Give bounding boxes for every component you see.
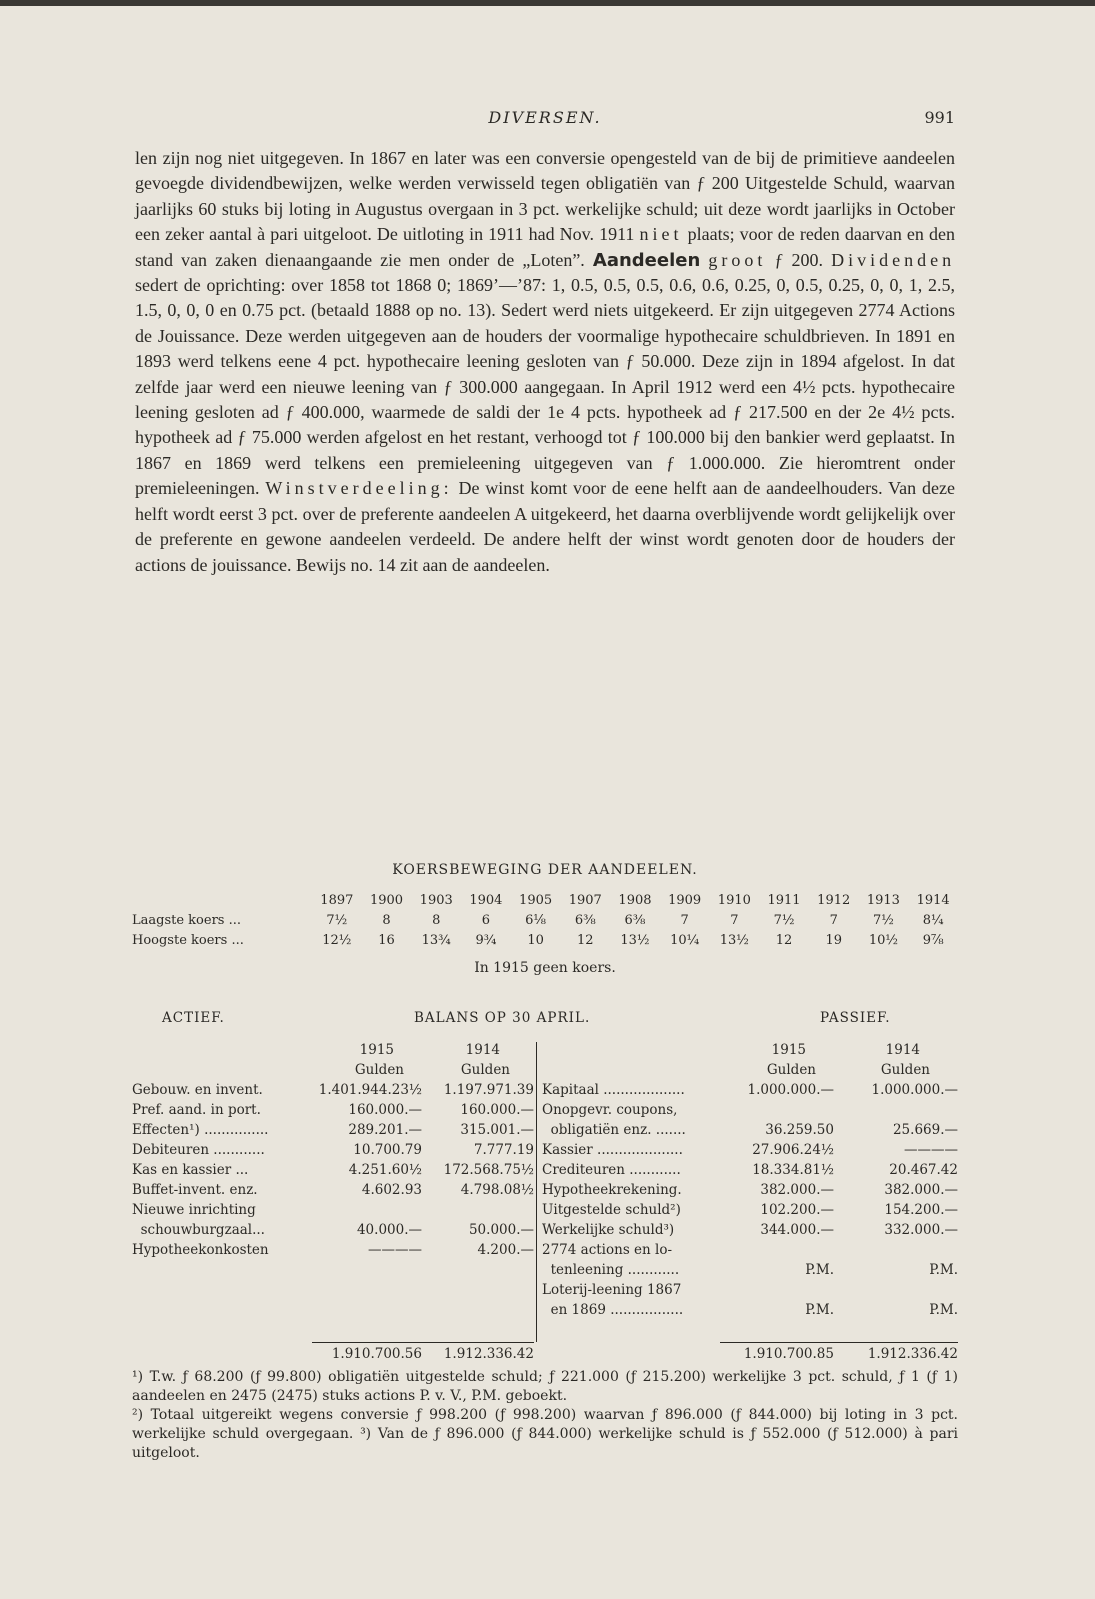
koers-value: 12½ <box>322 932 352 948</box>
actief-row <box>132 1122 534 1142</box>
balans-divider <box>536 1042 537 1342</box>
passief-name: Werkelijke schuld³) <box>542 1222 675 1238</box>
passief-row <box>542 1082 958 1102</box>
koers-value: 7 <box>680 912 689 928</box>
actief-row <box>132 1222 534 1242</box>
actief-name: Buffet-invent. enz. <box>132 1182 258 1198</box>
koers-year: 1914 <box>916 892 950 908</box>
koers-year: 1912 <box>817 892 851 908</box>
actief-value-1914: 4.798.08½ <box>460 1182 534 1198</box>
koers-value: 7½ <box>872 912 894 928</box>
passief-value-1914: 332.000.— <box>884 1222 958 1238</box>
passief-value-1915: P.M. <box>805 1262 834 1278</box>
koers-year: 1909 <box>668 892 702 908</box>
heading-winstverdeeling: Winstverdeeling: <box>265 478 453 499</box>
body-text-4: ƒ 200. <box>774 249 824 270</box>
actief-column <box>132 1042 534 1262</box>
actief-unit-2: Gulden <box>460 1062 510 1078</box>
balans-heading <box>132 1010 958 1032</box>
passief-value-1914: 1.000.000.— <box>871 1082 958 1098</box>
actief-unit-row <box>132 1062 534 1082</box>
koers-value: 9⅞ <box>922 932 944 948</box>
koers-row-label: Hoogste koers ... <box>132 932 244 948</box>
koers-year: 1905 <box>519 892 553 908</box>
koers-year: 1911 <box>767 892 801 908</box>
actief-year-1915: 1915 <box>359 1042 394 1058</box>
passief-name: 2774 actions en lo- <box>542 1242 673 1258</box>
passief-total-rule <box>720 1342 958 1343</box>
actief-value-1914: 160.000.— <box>460 1102 534 1118</box>
passief-value-1914: 382.000.— <box>884 1182 958 1198</box>
koers-year: 1904 <box>469 892 503 908</box>
koers-value: 6⅜ <box>574 912 596 928</box>
koers-value: 16 <box>378 932 395 948</box>
passief-row <box>542 1122 958 1142</box>
passief-row <box>542 1222 958 1242</box>
passief-value-1915: 1.000.000.— <box>747 1082 834 1098</box>
passief-name: Kassier .................... <box>542 1142 683 1158</box>
passief-value-1914: 25.669.— <box>892 1122 958 1138</box>
passief-column <box>542 1042 958 1322</box>
passief-row <box>542 1182 958 1202</box>
actief-value-1915: 10.700.79 <box>353 1142 422 1158</box>
actief-value-1915: 1.401.944.23½ <box>318 1082 422 1098</box>
koers-note: In 1915 geen koers. <box>474 960 616 976</box>
koers-value: 9¾ <box>475 932 497 948</box>
passief-value-1915: 344.000.— <box>760 1222 834 1238</box>
koers-corner-cell <box>132 890 312 910</box>
passief-value-1914: P.M. <box>929 1302 958 1318</box>
passief-row <box>542 1202 958 1222</box>
koersbeweging-section <box>132 862 958 976</box>
koers-value: 8¼ <box>922 912 944 928</box>
actief-value-1915: 4.602.93 <box>361 1182 422 1198</box>
koers-year: 1903 <box>419 892 453 908</box>
passief-row <box>542 1102 958 1122</box>
actief-name: Gebouw. en invent. <box>132 1082 263 1098</box>
passief-name: Loterij-leening 1867 <box>542 1282 682 1298</box>
actief-row <box>132 1082 534 1102</box>
body-paragraph <box>135 146 955 578</box>
actief-value-1914: 1.197.971.39 <box>443 1082 534 1098</box>
actief-total-1914: 1.912.336.42 <box>443 1346 534 1362</box>
koers-value: 7½ <box>326 912 348 928</box>
koers-value: 6⅜ <box>624 912 646 928</box>
koers-value: 13¾ <box>421 932 451 948</box>
koers-row-label: Laagste koers ... <box>132 912 241 928</box>
passief-name: Uitgestelde schuld²) <box>542 1202 681 1218</box>
koers-value: 7 <box>829 912 838 928</box>
balans-title: BALANS OP 30 APRIL. <box>414 1010 591 1026</box>
koers-year: 1907 <box>568 892 602 908</box>
actief-title: ACTIEF. <box>162 1010 225 1026</box>
koers-value: 10 <box>527 932 544 948</box>
passief-row <box>542 1242 958 1262</box>
actief-value-1915: 160.000.— <box>348 1102 422 1118</box>
passief-name: Kapitaal ................... <box>542 1082 685 1098</box>
balans-totals <box>132 1342 958 1364</box>
passief-name: Onopgevr. coupons, <box>542 1102 678 1118</box>
koers-value: 6⅛ <box>525 912 547 928</box>
actief-row <box>132 1242 534 1262</box>
actief-row <box>132 1202 534 1222</box>
emphasis-niet: niet <box>639 224 683 245</box>
koers-value: 8 <box>432 912 441 928</box>
koers-value: 12 <box>775 932 793 948</box>
actief-row <box>132 1162 534 1182</box>
emphasis-groot: groot <box>708 249 767 270</box>
actief-value-1915: 40.000.— <box>356 1222 422 1238</box>
koers-year: 1897 <box>320 892 354 908</box>
passief-row <box>542 1162 958 1182</box>
passief-value-1915: 36.259.50 <box>765 1122 834 1138</box>
actief-name: Hypotheekonkosten <box>132 1242 269 1258</box>
balans-columns <box>132 1042 958 1342</box>
koers-value: 7½ <box>773 912 795 928</box>
actief-row <box>132 1102 534 1122</box>
koers-value: 8 <box>382 912 391 928</box>
koers-value: 13½ <box>719 932 749 948</box>
passief-value-1915: P.M. <box>805 1302 834 1318</box>
actief-name: schouwburgzaal... <box>132 1222 265 1238</box>
passief-row <box>542 1262 958 1282</box>
actief-row <box>132 1142 534 1162</box>
koers-laagste-row <box>132 910 958 930</box>
actief-row <box>132 1182 534 1202</box>
body-text-1: len zijn nog niet uitgegeven. In 1867 en later was een conversie opengesteld van de bij de primitieve aandeelen gevoegde dividendbewijzen, welke werden verwisseld tegen obligatiën van <box>135 148 955 194</box>
footnotes <box>132 1368 958 1463</box>
passief-unit-row <box>542 1062 958 1082</box>
koers-value: 13½ <box>620 932 650 948</box>
passief-total-1914: 1.912.336.42 <box>867 1346 958 1362</box>
koers-year-row <box>132 890 958 910</box>
passief-value-1915: 382.000.— <box>760 1182 834 1198</box>
passief-value-1914: P.M. <box>929 1262 958 1278</box>
heading-aandeelen: Aandeelen <box>592 249 701 271</box>
balans-section <box>132 1010 958 1364</box>
body-text-6: De winst komt voor de eene helft aan de aandeelhouders. Van deze helft wordt eerst 3 pct. over de preferente aandeelen A uitgekeerd, het daarna overblijvende wordt gelijkelijk over de preferente en gewone aandeelen verdeeld. De andere helft der winst wordt genoten door de houders der actions de jouissance. Bewijs no. 14 zit aan de aandeelen. <box>135 478 956 575</box>
actief-name: Pref. aand. in port. <box>132 1102 261 1118</box>
passief-name: en 1869 ................. <box>542 1302 684 1318</box>
actief-name: Nieuwe inrichting <box>132 1202 256 1218</box>
actief-name: Kas en kassier ... <box>132 1162 249 1178</box>
koers-year: 1908 <box>618 892 652 908</box>
passief-year-1914: 1914 <box>885 1042 920 1058</box>
passief-year-row <box>542 1042 958 1062</box>
actief-value-1914: 172.568.75½ <box>443 1162 534 1178</box>
actief-year-1914: 1914 <box>465 1042 500 1058</box>
passief-name: obligatiën enz. ....... <box>542 1122 686 1138</box>
passief-unit-2: Gulden <box>880 1062 930 1078</box>
actief-name: Debiteuren ............ <box>132 1142 265 1158</box>
passief-name: Crediteuren ............ <box>542 1162 681 1178</box>
passief-year-1915: 1915 <box>771 1042 806 1058</box>
body-text-2: ƒ 200 Uitgestelde Schuld, waarvan jaarlijks 60 stuks bij loting in Augustus overgaan in 3 pct. werkelijke schuld; uit deze wordt jaarlijks in October een zeker aantal à pari uitgeloot. De uitloting in 1911 had Nov. 1911 <box>135 173 956 245</box>
actief-value-1914: 4.200.— <box>477 1242 534 1258</box>
actief-total-rule <box>312 1342 534 1343</box>
actief-value-1915: 4.251.60½ <box>348 1162 422 1178</box>
koers-year: 1900 <box>369 892 404 908</box>
koersbeweging-title: KOERSBEWEGING DER AANDEELEN. <box>392 862 698 878</box>
actief-year-row <box>132 1042 534 1062</box>
actief-value-1914: 7.777.19 <box>473 1142 534 1158</box>
actief-total-1915: 1.910.700.56 <box>331 1346 422 1362</box>
koersbeweging-table <box>132 890 958 950</box>
passief-name: tenleening ............ <box>542 1262 680 1278</box>
passief-name: Hypotheekrekening. <box>542 1182 682 1198</box>
koers-value: 6 <box>481 912 491 928</box>
footnote-1: ¹) T.w. ƒ 68.200 (ƒ 99.800) obligatiën uitgestelde schuld; ƒ 221.000 (ƒ 215.200) werkelijke 3 pct. schuld, ƒ 1 (ƒ 1) aandeelen en 2475 (2475) stuks actions P. v. V., P.M. geboekt. <box>132 1369 958 1404</box>
actief-value-1915: 289.201.— <box>348 1122 422 1138</box>
koers-value: 12 <box>577 932 594 948</box>
koers-year: 1910 <box>717 892 751 908</box>
passief-row <box>542 1142 958 1162</box>
passief-title: PASSIEF. <box>820 1010 891 1026</box>
koers-value: 7 <box>730 912 739 928</box>
passief-value-1915: 102.200.— <box>760 1202 834 1218</box>
passief-value-1914: 154.200.— <box>884 1202 958 1218</box>
page-number: 991 <box>924 108 955 127</box>
page-header <box>135 108 955 134</box>
passief-unit-1: Gulden <box>766 1062 816 1078</box>
passief-row <box>542 1282 958 1302</box>
body-text-5: sedert de oprichting: over 1858 tot 1868 0; 1869’—’87: 1, 0.5, 0.5, 0.5, 0.6, 0.6, 0.25, 0, 0.5, 0.25, 0, 0, 1, 2.5, 1.5, 0, 0, 0 en 0.75 pct. (betaald 1888 op no. 13). Sedert werd niets uitgekeerd. Er zijn uitgegeven 2774 Actions de Jouissance. Deze werden uitgegeven aan de houders der voormalige hypothecaire schuldbrieven. In 1891 en 1893 werd telkens eene 4 pct. hypothecaire leening gesloten van ƒ 50.000. Deze zijn in 1894 afgelost. In dat zelfde jaar werd een nieuwe leening van ƒ 300.000 aangegaan. In April 1912 werd een 4½ pcts. hypothecaire leening gesloten ad ƒ 400.000, waarmede de saldi der 1e 4 pcts. hypotheek ad ƒ 217.500 en der 2e 4½ pcts. hypotheek ad ƒ 75.000 werden afgelost en het restant, verhoogd tot ƒ 100.000 bij den bankier werd geplaatst. In 1867 en 1869 werd telkens een premieleening uitgegeven van ƒ 1.000.000. Zie hieromtrent onder premieleeningen. <box>135 275 955 499</box>
passief-total-1915: 1.910.700.85 <box>743 1346 834 1362</box>
koers-hoogste-row <box>132 930 958 950</box>
heading-dividenden: Dividenden <box>831 249 956 270</box>
footnote-2: ²) Totaal uitgereikt wegens conversie ƒ 998.200 (ƒ 998.200) waarvan ƒ 896.000 (ƒ 844.000) bij loting in 3 pct. werkelijke schuld overgegaan. ³) Van de ƒ 896.000 (ƒ 844.000) werkelijke schuld is ƒ 552.000 (ƒ 512.000) à pari uitgeloot. <box>132 1407 958 1461</box>
actief-value-1914: 50.000.— <box>468 1222 534 1238</box>
actief-value-1915: ———— <box>368 1242 422 1258</box>
actief-unit-1: Gulden <box>354 1062 404 1078</box>
koers-value: 10¼ <box>670 932 700 948</box>
passief-value-1914: ———— <box>904 1142 958 1158</box>
koers-year: 1913 <box>866 892 900 908</box>
passief-row <box>542 1302 958 1322</box>
passief-value-1914: 20.467.42 <box>889 1162 958 1178</box>
actief-value-1914: 315.001.— <box>460 1122 534 1138</box>
koers-value: 10½ <box>868 932 898 948</box>
passief-value-1915: 18.334.81½ <box>752 1162 834 1178</box>
running-title: DIVERSEN. <box>488 108 602 127</box>
actief-name: Effecten¹) ............... <box>132 1122 269 1138</box>
koers-value: 19 <box>825 932 842 948</box>
body-text-3: plaats; voor de reden daarvan en den stand van zaken dienaangaande zie men onder de „Loten”. <box>135 224 956 270</box>
passief-value-1915: 27.906.24½ <box>752 1142 834 1158</box>
